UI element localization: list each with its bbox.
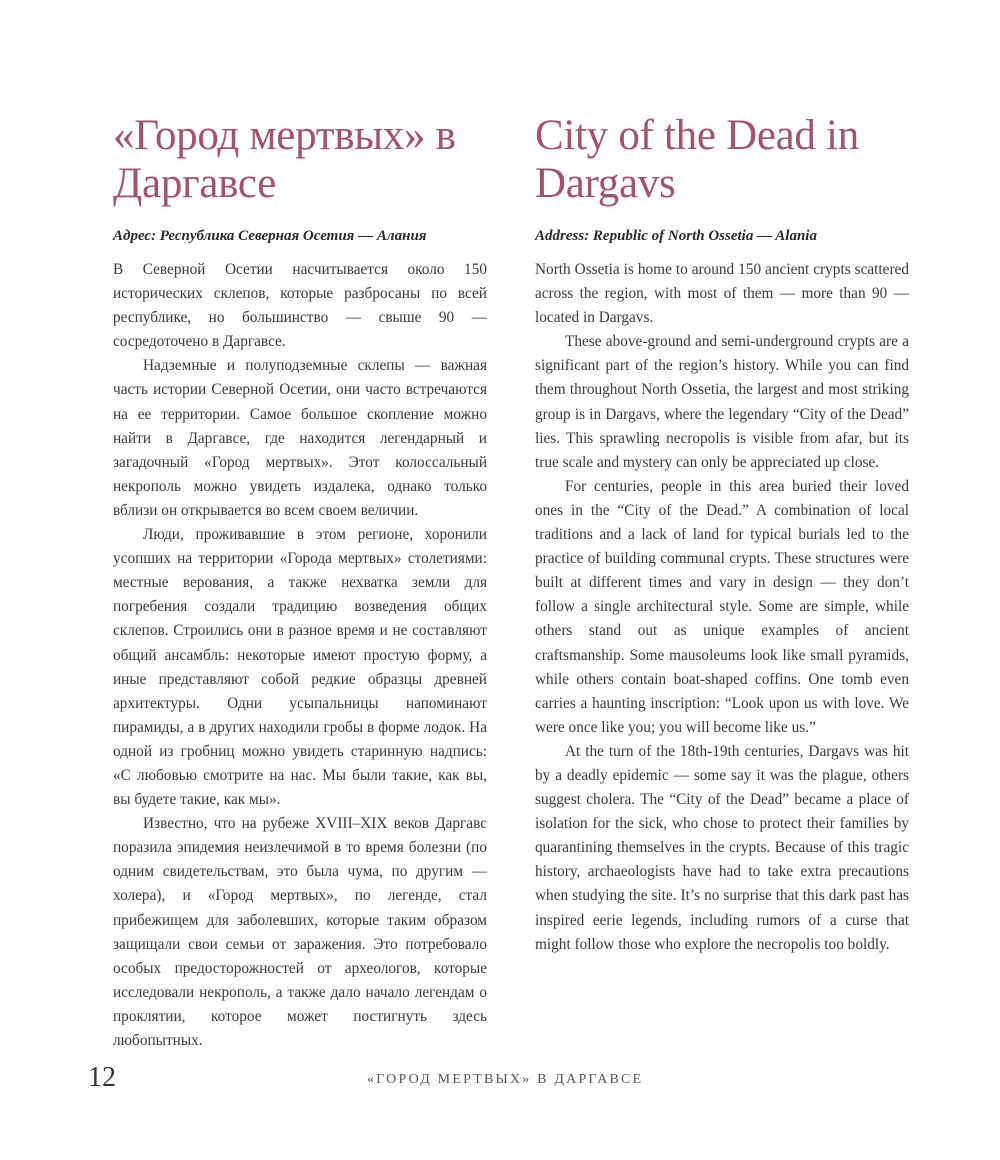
paragraph: Известно, что на рубеже XVIII–XIX веков Даргавс поразила эпидемия неизлечимой в то время болезни (по одним свидетельствам, это была чума, по другим — холера), и «Город мертвых», по легенде, стал прибежищем для заболевших, которые таким образом защищали свои семьи от заражения. Это потребовало особых предосторожностей от археологов, которые исследовали некрополь, а также дало начало легендам о проклятии, которое может постигнуть здесь любопытных. <box>113 815 487 1049</box>
running-head: «ГОРОД МЕРТВЫХ» В ДАРГАВСЕ <box>367 1072 644 1087</box>
english-body <box>535 258 909 957</box>
paragraph: These above-ground and semi-underground crypts are a significant part of the region’s history. While you can find them throughout North Ossetia, the largest and most striking group is in Dargavs, where the legendary “City of the Dead” lies. This sprawling necropolis is visible from afar, but its true scale and mystery can only be appreciated up close. <box>535 333 909 471</box>
russian-title: «Город мертвых» в Даргавсе <box>113 112 456 207</box>
russian-body <box>113 258 487 1053</box>
english-address: Address: Republic of North Ossetia — Alania <box>535 228 817 244</box>
paragraph: Люди, проживавшие в этом регионе, хоронили усопших на территории «Города мертвых» столетиями: местные верования, а также нехватка земли для погребения создали традицию возведения общих склепов. Строились они в разное время и не составляют общий ансамбль: некоторые имеют простую форму, а иные представляют собой редкие образцы древней архитектуры. Одни усыпальницы напоминают пирамиды, а в других находили гробы в форме лодок. На одной из гробниц можно увидеть старинную надпись: «С любовью смотрите на нас. Мы были такие, как вы, вы будете такие, как мы». <box>113 526 487 809</box>
paragraph: North Ossetia is home to around 150 ancient crypts scattered across the region, with most of them — more than 90 — located in Dargavs. <box>535 261 909 327</box>
paragraph: For centuries, people in this area buried their loved ones in the “City of the Dead.” A combination of local traditions and a lack of land for typical burials led to the practice of building communal crypts. These structures were built at different times and vary in design — they don’t follow a single architectural style. Some are simple, while others stand out as unique examples of ancient craftsmanship. Some mausoleums look like small pyramids, while others contain boat-shaped coffins. One tomb even carries a haunting inscription: “Look upon us with love. We were once like you; you will become like us.” <box>535 477 909 736</box>
paragraph: At the turn of the 18th-19th centuries, Dargavs was hit by a deadly epidemic — some say it was the plague, others suggest cholera. The “City of the Dead” became a place of isolation for the sick, who chose to protect their families by quarantining themselves in the crypts. Because of this tragic history, archaeologists have had to take extra precautions when studying the site. It’s no surprise that this dark past has inspired eerie legends, including rumors of a curse that might follow those who explore the necropolis too boldly. <box>535 742 909 953</box>
paragraph: В Северной Осетии насчитывается около 150 исторических склепов, которые разбросаны по всей республике, но большинство — свыше 90 — сосредоточено в Даргавсе. <box>113 261 487 351</box>
paragraph: Надземные и полуподземные склепы — важная часть истории Северной Осетии, они часто встречаются на ее территории. Самое большое скопление можно найти в Даргавсе, где находится легендарный и загадочный «Город мертвых». Этот колоссальный некрополь можно увидеть издалека, однако только вблизи он открывается во всем своем величии. <box>113 357 487 519</box>
english-title: City of the Dead in Dargavs <box>535 112 859 207</box>
russian-address: Адрес: Республика Северная Осетия — Алания <box>113 228 427 244</box>
russian-column <box>113 112 487 1053</box>
page-number: 12 <box>88 1062 116 1093</box>
english-column <box>535 112 909 957</box>
